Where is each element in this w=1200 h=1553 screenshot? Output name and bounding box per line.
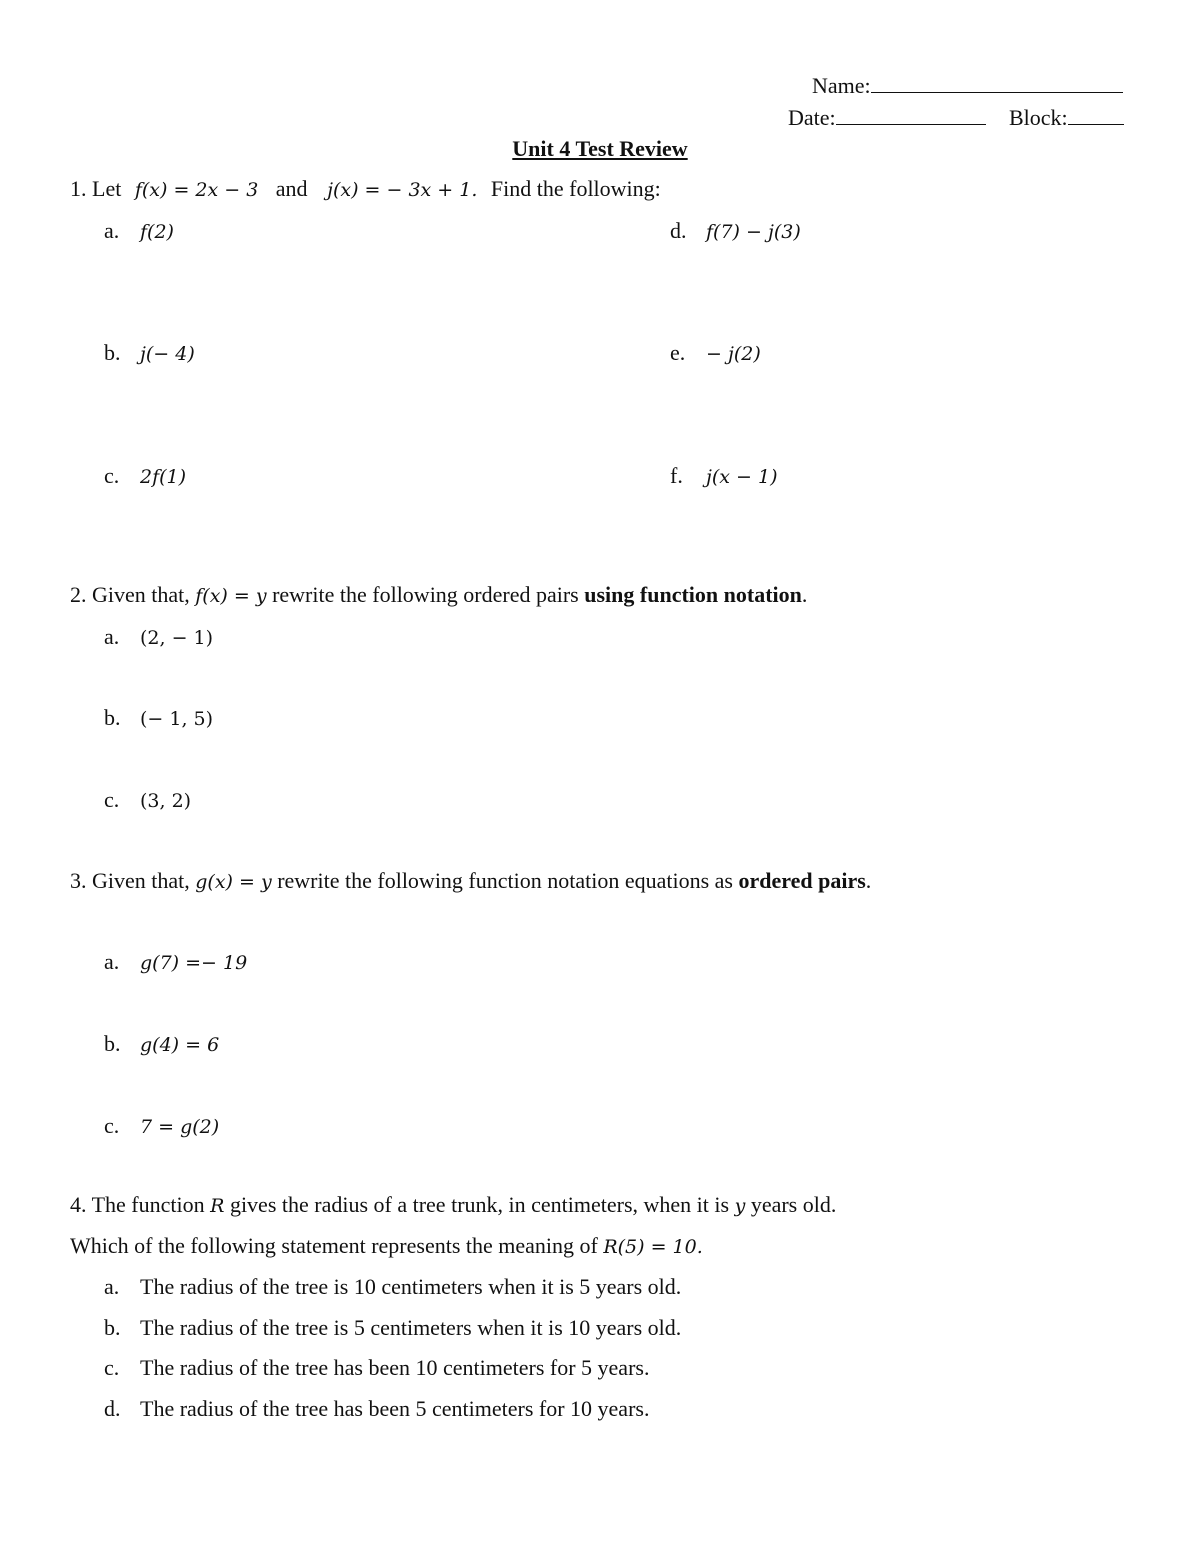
q2-end: . bbox=[801, 582, 808, 607]
q1-item-e bbox=[670, 342, 761, 364]
q3-item-b bbox=[104, 1033, 219, 1055]
q3-middle: rewrite the following function notation equations as bbox=[277, 868, 733, 893]
q4-option-b bbox=[104, 1317, 681, 1339]
q4-var-y: y bbox=[734, 1195, 746, 1217]
q2-item-b-label: b. bbox=[104, 705, 121, 730]
name-field[interactable] bbox=[812, 74, 1123, 97]
block-blank[interactable] bbox=[1068, 106, 1124, 125]
q4-option-c-text: The radius of the tree has been 10 centimeters for 5 years. bbox=[140, 1355, 650, 1380]
q1-item-d-label: d. bbox=[670, 218, 687, 243]
q2-item-a-label: a. bbox=[104, 624, 120, 649]
q4-var-r: R bbox=[210, 1195, 225, 1217]
q1-item-b bbox=[104, 342, 195, 364]
q3-item-a bbox=[104, 951, 247, 973]
q2-item-a bbox=[104, 626, 213, 648]
q3-item-c-expr: 7 = g(2) bbox=[140, 1116, 220, 1138]
q3-bold: ordered pairs bbox=[738, 868, 866, 893]
q1-suffix: Find the following: bbox=[490, 176, 661, 201]
q4-option-d-label: d. bbox=[104, 1396, 121, 1421]
date-blank[interactable] bbox=[836, 106, 986, 125]
q4-equation: R(5) = 10. bbox=[603, 1236, 703, 1258]
q2-prefix: 2. Given that, bbox=[70, 582, 190, 607]
q4-option-b-text: The radius of the tree is 5 centimeters when it is 10 years old. bbox=[140, 1315, 682, 1340]
q1-and: and bbox=[275, 176, 308, 201]
date-label: Date: bbox=[788, 105, 836, 130]
q4-line1-c: years old. bbox=[750, 1192, 837, 1217]
q4-option-d bbox=[104, 1398, 649, 1420]
q2-item-c bbox=[104, 789, 191, 811]
q4-option-c bbox=[104, 1357, 649, 1379]
block-field[interactable] bbox=[1009, 106, 1124, 129]
q2-prompt bbox=[70, 584, 807, 606]
q1-item-f-label: f. bbox=[670, 463, 683, 488]
q1-item-d-expr: f(7) − j(3) bbox=[706, 221, 801, 243]
q4-option-a bbox=[104, 1276, 681, 1298]
q1-item-c-expr: 2f(1) bbox=[140, 466, 187, 488]
q1-j-definition: j(x) = − 3x + 1. bbox=[327, 179, 478, 201]
q4-line1-a: 4. The function bbox=[70, 1192, 205, 1217]
q1-item-c bbox=[104, 465, 186, 487]
q1-item-f bbox=[670, 465, 778, 487]
q4-line1-b: gives the radius of a tree trunk, in centimeters, when it is bbox=[229, 1192, 730, 1217]
q3-item-b-expr: g(4) = 6 bbox=[140, 1034, 220, 1056]
q4-option-b-label: b. bbox=[104, 1315, 121, 1340]
q2-bold: using function notation bbox=[584, 582, 802, 607]
q1-item-a bbox=[104, 220, 174, 242]
q3-item-c bbox=[104, 1115, 219, 1137]
q3-prefix: 3. Given that, bbox=[70, 868, 190, 893]
q1-prefix: 1. Let bbox=[70, 176, 122, 201]
q2-equation: f(x) = y bbox=[195, 585, 267, 607]
q4-option-a-text: The radius of the tree is 10 centimeters when it is 5 years old. bbox=[140, 1274, 682, 1299]
q2-middle: rewrite the following ordered pairs bbox=[272, 582, 579, 607]
q3-item-a-expr: g(7) =− 19 bbox=[140, 952, 248, 974]
q1-item-b-label: b. bbox=[104, 340, 121, 365]
q3-equation: g(x) = y bbox=[195, 871, 272, 893]
q1-item-b-expr: j(− 4) bbox=[140, 343, 195, 365]
q4-option-c-label: c. bbox=[104, 1355, 120, 1380]
date-field[interactable] bbox=[788, 106, 986, 129]
q2-item-a-expr: (2, − 1) bbox=[140, 627, 214, 649]
block-label: Block: bbox=[1009, 105, 1068, 130]
q3-item-c-label: c. bbox=[104, 1113, 120, 1138]
q1-f-definition: f(x) = 2x − 3 bbox=[134, 179, 259, 201]
q2-item-b-expr: (− 1, 5) bbox=[140, 708, 214, 730]
q4-line-1 bbox=[70, 1194, 836, 1216]
page-title: Unit 4 Test Review bbox=[512, 136, 688, 161]
name-label: Name: bbox=[812, 73, 871, 98]
q3-item-a-label: a. bbox=[104, 949, 120, 974]
q1-item-f-expr: j(x − 1) bbox=[706, 466, 778, 488]
q4-line-2 bbox=[70, 1235, 703, 1257]
q4-line2-a: Which of the following statement represents the meaning of bbox=[70, 1233, 598, 1258]
q1-prompt bbox=[70, 178, 661, 200]
q1-item-c-label: c. bbox=[104, 463, 120, 488]
q1-item-d bbox=[670, 220, 801, 242]
q4-option-d-text: The radius of the tree has been 5 centimeters for 10 years. bbox=[140, 1396, 650, 1421]
name-blank[interactable] bbox=[871, 74, 1123, 93]
q3-end: . bbox=[865, 868, 872, 893]
q1-item-a-expr: f(2) bbox=[140, 221, 174, 243]
q1-item-a-label: a. bbox=[104, 218, 120, 243]
q1-item-e-label: e. bbox=[670, 340, 686, 365]
q1-item-e-expr: − j(2) bbox=[706, 343, 761, 365]
q2-item-c-label: c. bbox=[104, 787, 120, 812]
q4-option-a-label: a. bbox=[104, 1274, 120, 1299]
q3-prompt bbox=[70, 870, 871, 892]
q2-item-c-expr: (3, 2) bbox=[140, 790, 192, 812]
q2-item-b bbox=[104, 707, 213, 729]
q3-item-b-label: b. bbox=[104, 1031, 121, 1056]
